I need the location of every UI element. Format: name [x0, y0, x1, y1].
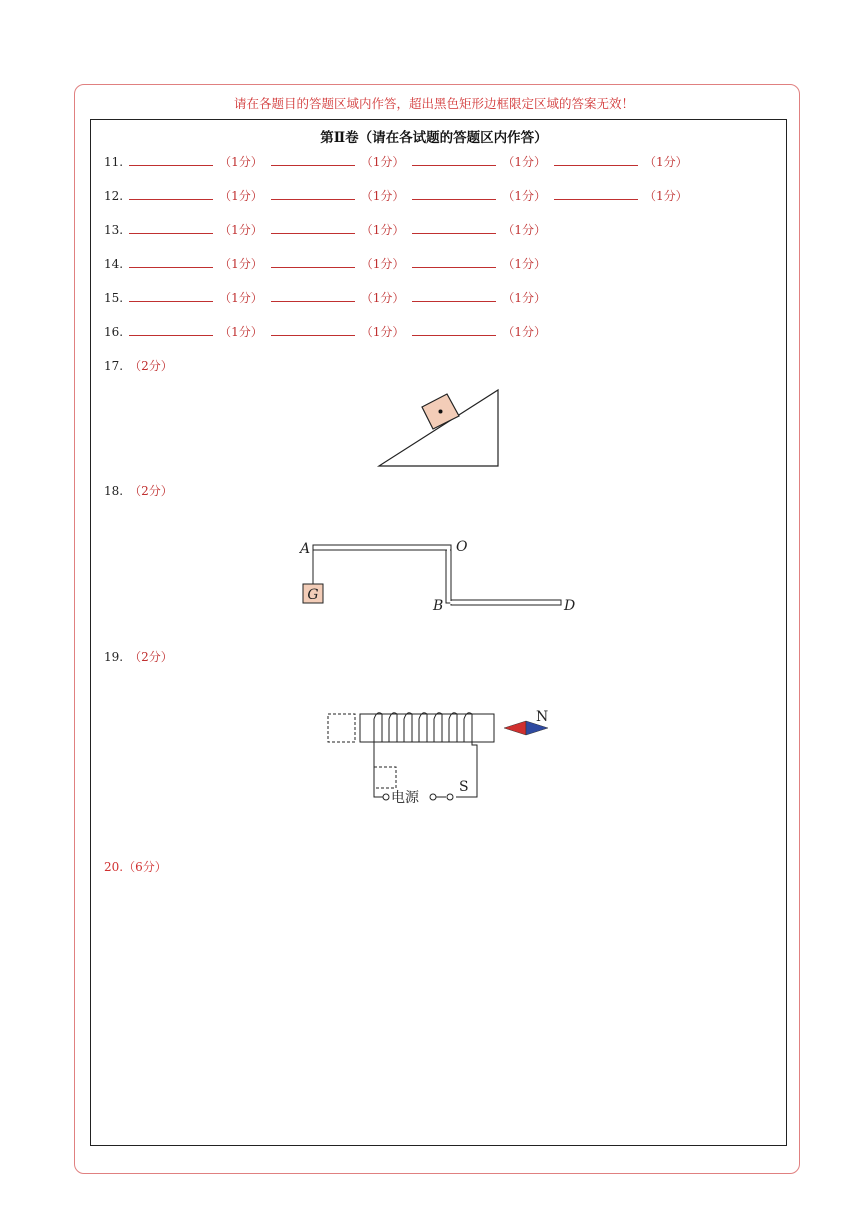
question-13-row: [104, 221, 554, 238]
question-number: 14.: [104, 257, 124, 271]
bar-OB: [446, 550, 451, 603]
dashed-box-left: [328, 714, 355, 742]
compass-needle-south: [504, 721, 526, 735]
answer-area-warning: 请在各题目的答题区域内作答，超出黑色矩形边框限定区域的答案无效！: [233, 96, 634, 111]
section-title: 第Ⅱ卷（请在各试题的答题区内作答）: [320, 130, 548, 146]
score-label: （1分）: [360, 325, 405, 339]
switch-terminal: [447, 794, 453, 800]
score-label: （1分）: [360, 155, 405, 169]
switch-label-S: S: [459, 779, 469, 795]
question-number: 13.: [104, 223, 124, 237]
power-label: 电源: [391, 790, 419, 806]
question-number: 11.: [104, 155, 124, 169]
answer-blank[interactable]: [271, 323, 355, 336]
score-label: （1分）: [360, 223, 405, 237]
question-number: 16.: [104, 325, 124, 339]
score-label: （1分）: [502, 325, 547, 339]
score-label: （1分）: [644, 189, 688, 203]
answer-blank[interactable]: [412, 187, 496, 200]
answer-blank[interactable]: [271, 289, 355, 302]
label-N: N: [536, 709, 549, 725]
label-O: O: [456, 539, 468, 555]
question-19-row: [104, 648, 173, 665]
question-18-row: [104, 482, 173, 499]
question-number: 18.: [104, 484, 124, 498]
score-label: （1分）: [502, 155, 547, 169]
score-label: （2分）: [129, 359, 173, 373]
answer-blank[interactable]: [129, 255, 213, 268]
wire-left: [374, 742, 384, 797]
answer-blank[interactable]: [412, 153, 496, 166]
question-11-row: [104, 153, 696, 170]
question-number: 17.: [104, 359, 124, 373]
answer-blank[interactable]: [271, 255, 355, 268]
score-label: （1分）: [360, 291, 405, 305]
power-terminal-right: [430, 794, 436, 800]
score-label: （2分）: [129, 650, 173, 664]
power-terminal-left: [383, 794, 389, 800]
bar-AO: [313, 545, 451, 550]
score-label: （1分）: [219, 189, 263, 203]
score-label: （1分）: [360, 189, 405, 203]
score-label: （1分）: [219, 325, 263, 339]
dashed-box-circuit: [374, 767, 396, 788]
incline-block-diagram[interactable]: [374, 384, 504, 472]
answer-blank[interactable]: [554, 153, 638, 166]
score-label: （1分）: [502, 189, 547, 203]
solenoid-circuit-diagram[interactable]: [322, 705, 558, 807]
answer-blank[interactable]: [129, 289, 213, 302]
score-label: （1分）: [219, 291, 263, 305]
answer-blank[interactable]: [412, 255, 496, 268]
score-label: （2分）: [129, 484, 173, 498]
question-16-row: [104, 323, 554, 340]
answer-blank[interactable]: [412, 323, 496, 336]
score-label: （1分）: [502, 223, 547, 237]
question-17-row: [104, 357, 173, 374]
question-number: 12.: [104, 189, 124, 203]
score-label: （1分）: [219, 155, 263, 169]
question-14-row: [104, 255, 554, 272]
label-G: G: [307, 587, 319, 603]
center-of-mass-dot: [439, 410, 443, 414]
question-15-row: [104, 289, 554, 306]
answer-blank[interactable]: [412, 289, 496, 302]
lever-diagram[interactable]: [296, 534, 586, 619]
answer-blank[interactable]: [129, 323, 213, 336]
score-label: （1分）: [644, 155, 688, 169]
question-20-answer-area[interactable]: [104, 880, 774, 1135]
score-label: （1分）: [502, 257, 547, 271]
question-number: 19.: [104, 650, 124, 664]
label-D: D: [564, 598, 576, 614]
answer-blank[interactable]: [554, 187, 638, 200]
answer-blank[interactable]: [129, 153, 213, 166]
answer-blank[interactable]: [412, 221, 496, 234]
answer-blank[interactable]: [271, 187, 355, 200]
label-B: B: [433, 598, 444, 614]
answer-blank[interactable]: [129, 187, 213, 200]
question-number: 15.: [104, 291, 124, 305]
score-label: （1分）: [360, 257, 405, 271]
score-label: （1分）: [502, 291, 547, 305]
bar-BD: [451, 600, 561, 605]
score-label: （1分）: [219, 223, 263, 237]
answer-blank[interactable]: [129, 221, 213, 234]
answer-blank[interactable]: [271, 221, 355, 234]
question-20-label: 20.（6分）: [104, 860, 167, 874]
score-label: （1分）: [219, 257, 263, 271]
answer-blank[interactable]: [271, 153, 355, 166]
question-12-row: [104, 187, 696, 204]
label-A: A: [300, 541, 311, 557]
